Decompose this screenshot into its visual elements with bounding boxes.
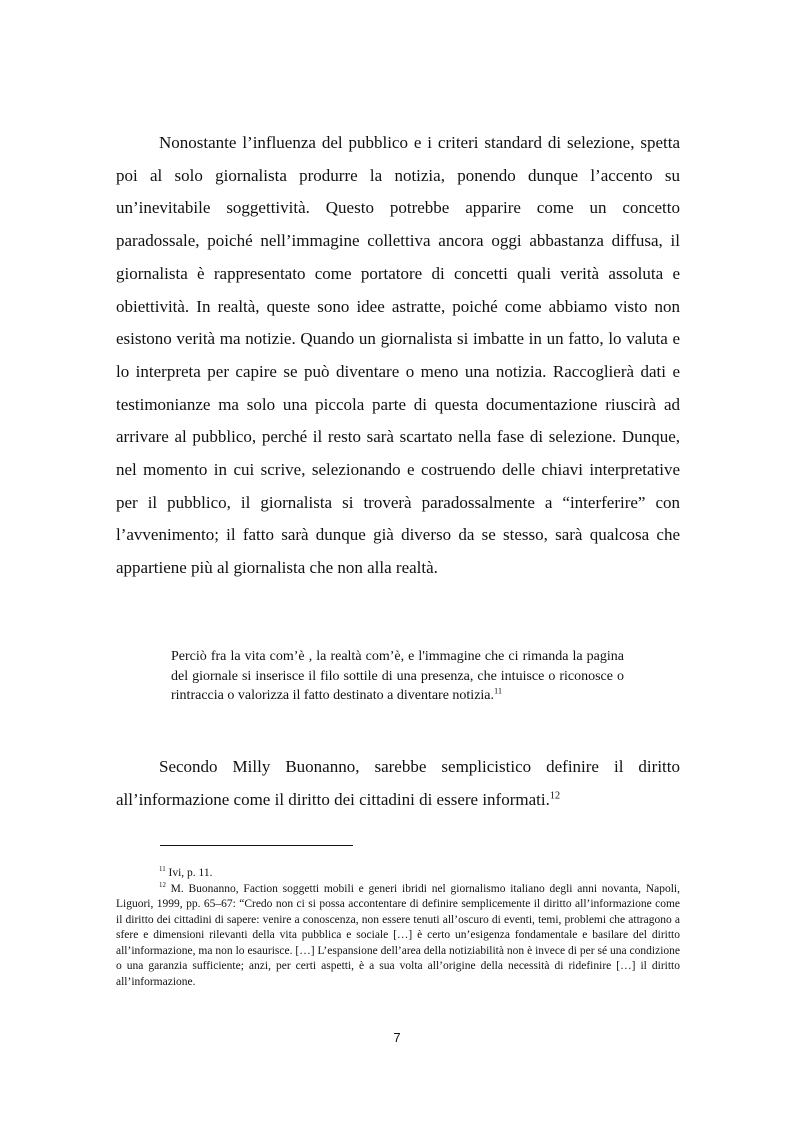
footnotes [116,866,680,990]
footnote-text: Ivi, p. 11. [165,867,213,879]
footnote-text: M. Buonanno, Faction soggetti mobili e generi ibridi nel giornalismo italiano degli anni novanta, Napoli, Liguori, 1999, pp. 65–67: “Credo non ci si possa accontentare di definire semplicemente il diritto all’informazione come il diritto dei cittadini di sapere: venire a conoscenza, non essere tenuti all’oscuro di eventi, temi, problemi che attragono a sfere e dimensioni rilevanti della vita pubblica e sociale […] è certo un’esigenza fondamentale e basilare del diritto all’informazione, ma non lo esaurisce. […] L’espansione dell’area della notiziabilità non è invece di per sé una condizione o una garanzia sufficiente; anzi, per certi aspetti, è a sua volta all’origine della necessità di ridefinire […] il diritto all’informazione. [116,882,680,988]
body-paragraph-2 [116,751,680,816]
footnote-11 [116,866,680,882]
footnote-separator [160,845,353,846]
footnote-ref-11[interactable]: 11 [494,686,503,696]
footnote-number: 12 [159,881,166,889]
body-paragraph-2-text: Secondo Milly Buonanno, sarebbe semplicistico definire il diritto all’informazione come il diritto dei cittadini di essere informati. [116,757,680,809]
block-quote [171,647,624,706]
footnote-12 [116,882,680,991]
footnote-number: 11 [159,866,166,874]
body-paragraph-1: Nonostante l’influenza del pubblico e i criteri standard di selezione, spetta poi al solo giornalista produrre la notizia, ponendo dunque l’accento su un’inevitabile soggettività. Questo potrebbe apparire come un concetto paradossale, poiché nell’immagine collettiva ancora oggi abbastanza diffusa, il giornalista è rappresentato come portatore di concetti quali verità assoluta e obiettività. In realtà, queste sono idee astratte, poiché come abbiamo visto non esistono verità ma notizie. Quando un giornalista si imbatte in un fatto, lo valuta e lo interpreta per capire se può diventare o meno una notizia. Raccoglierà dati e testimonianze ma solo una piccola parte di questa documentazione riuscirà ad arrivare al pubblico, perché il resto sarà scartato nella fase di selezione. Dunque, nel momento in cui scrive, selezionando e costruendo delle chiavi interpretative per il pubblico, il giornalista si troverà paradossalmente a “interferire” con l’avvenimento; il fatto sarà dunque già diverso da se stesso, sarà qualcosa che appartiene più al giornalista che non alla realtà. [116,133,680,578]
page-number: 7 [393,1030,401,1045]
footnote-ref-12[interactable]: 12 [549,790,561,802]
block-quote-text: Perciò fra la vita com’è , la realtà com’è, e l'immagine che ci rimanda la pagina del giornale si inserisce il filo sottile di una presenza, che intuisce o riconosce o rintraccia o valorizza il fatto destinato a diventare notizia. [171,649,624,703]
